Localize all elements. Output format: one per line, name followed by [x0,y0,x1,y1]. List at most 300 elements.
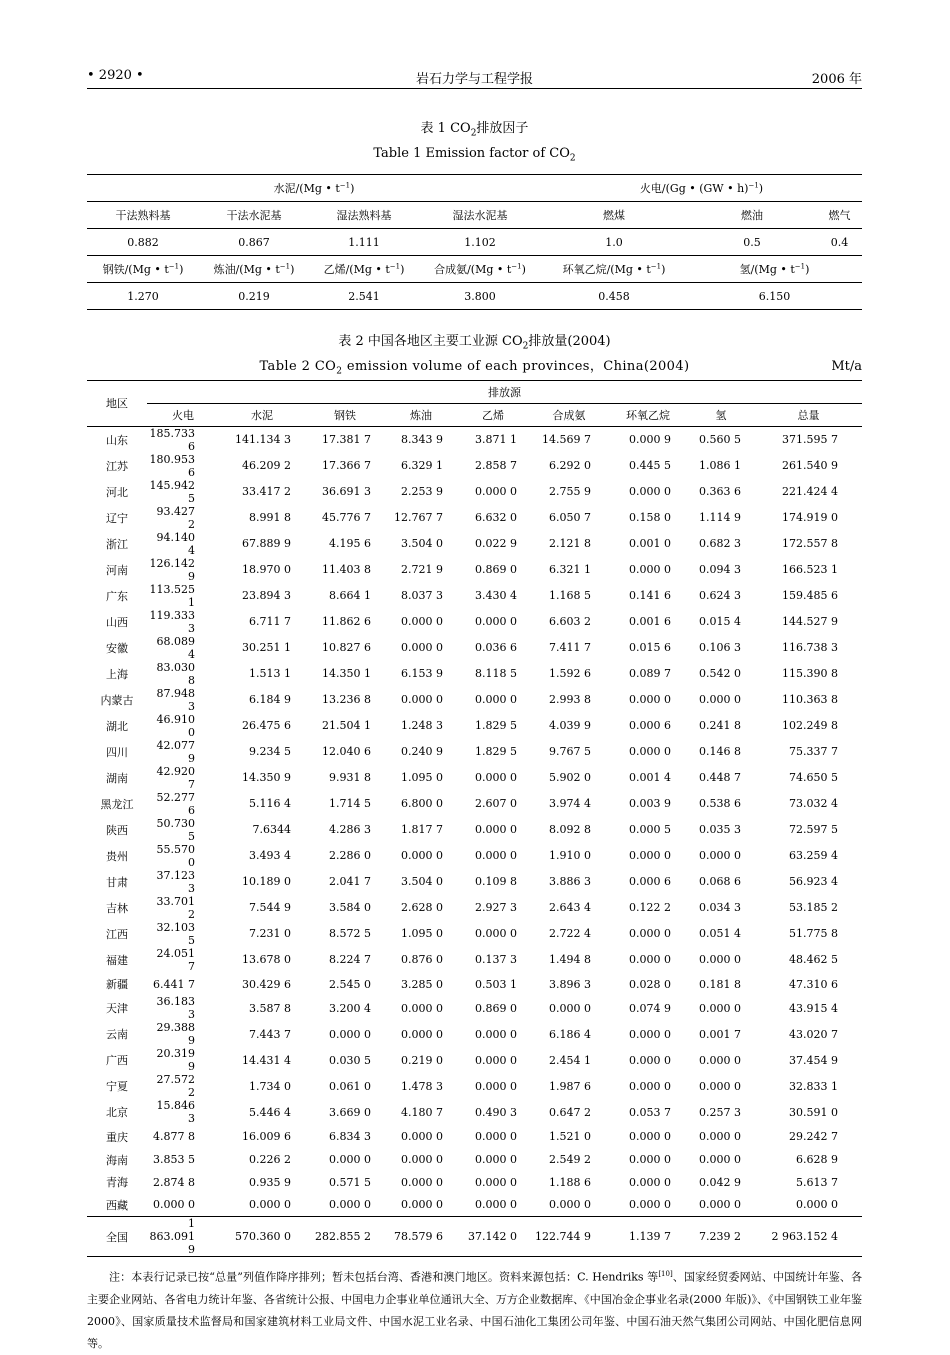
table-cell: 0.000 6 [629,875,671,889]
table-cell: 0.051 4 [699,927,741,941]
table-cell: 74.650 5 [789,771,838,785]
table-cell: 1 863.091 9 [147,1217,219,1257]
table-cell: 1.592 6 [549,667,591,681]
region-name: 吉林 [106,901,128,915]
table-cell: 53.185 2 [789,901,838,915]
table-cell: 1.513 1 [249,667,291,681]
table-cell: 21.504 1 [322,719,371,733]
table-cell: 0.000 0 [629,1027,671,1041]
table-cell: 42.920 7 [156,764,195,791]
table1-title-en: Table 1 Emission factor of $CO_2$ [373,145,576,164]
table-cell: 0.015 6 [629,641,671,655]
table2-title-en-row [87,357,862,377]
table-cell: 0.000 0 [475,1079,517,1093]
table-cell: 0.030 5 [329,1053,371,1067]
table-cell: 2.253 9 [401,485,443,499]
table-cell: 1.714 5 [329,797,371,811]
table-cell: 6.153 9 [401,667,443,681]
table-cell: 221.424 4 [782,485,838,499]
table1-col: 燃气 [817,202,862,229]
table-cell: 1.095 0 [401,771,443,785]
table-cell: 6.050 7 [549,511,591,525]
table-cell: 93.427 2 [156,504,195,531]
table-row [87,973,862,996]
table-cell: 0.000 0 [629,1053,671,1067]
table-cell: 1.478 3 [401,1079,443,1093]
table-cell: 0.000 0 [699,953,741,967]
table-cell: 12.040 6 [322,745,371,759]
table-cell: 6.441 7 [153,977,195,991]
table-cell: 8.092 8 [549,823,591,837]
table-cell: 32.833 1 [789,1079,838,1093]
table-cell: 0.001 0 [629,537,671,551]
table-cell: 26.475 6 [242,719,291,733]
table1-group-cement: 水泥/(Mg • $t^{-1}$) [87,175,541,202]
table-cell: 0.000 0 [629,1130,671,1144]
table1-value: 3.800 [419,283,541,310]
table-cell: 4.195 6 [329,537,371,551]
table-cell: 2.545 0 [329,977,371,991]
table-cell: 20.319 9 [156,1047,195,1074]
table-cell: 1.521 0 [549,1130,591,1144]
table-cell: 1.494 8 [549,953,591,967]
table-cell: 3.886 3 [549,875,591,889]
table-cell: 1.114 9 [699,511,741,525]
table-cell: 0.000 0 [475,1198,517,1212]
table-cell: 7.544 9 [249,901,291,915]
table-cell: 1.188 6 [549,1175,591,1189]
table-cell: 29.388 9 [156,1021,195,1048]
table1-col: 湿法水泥基 [419,202,541,229]
table-cell: 145.942 5 [149,478,195,505]
table1-col: 炼油/(Mg • $t^{-1}$) [199,256,309,283]
table-cell: 13.678 0 [242,953,291,967]
table-cell: 3.584 0 [329,901,371,915]
table-cell: 1.910 0 [549,849,591,863]
table-cell: 0.869 0 [475,1001,517,1015]
table-cell: 8.343 9 [401,433,443,447]
table-cell: 0.538 6 [699,797,741,811]
table-cell: 0.000 0 [699,1198,741,1212]
table-row [87,1148,862,1171]
region-name: 海南 [106,1153,128,1167]
table-cell: 56.923 4 [789,875,838,889]
table-cell: 3.974 4 [549,797,591,811]
table-cell: 0.000 0 [699,1153,741,1166]
table1-value: 1.102 [464,235,496,249]
table-cell: 0.000 0 [475,1130,517,1144]
table-cell: 3.587 8 [249,1001,291,1015]
table-cell: 0.028 0 [629,977,671,991]
table-cell: 0.000 0 [475,485,517,499]
table-cell: 0.000 0 [629,927,671,941]
table-row [87,1194,862,1217]
table-cell: 0.000 0 [401,849,443,863]
table-cell: 282.855 2 [305,1217,385,1257]
table-cell: 0.490 3 [475,1105,517,1119]
table-cell: 7.239 2 [687,1217,755,1257]
table2-col-header: 水泥 [219,403,305,426]
table2-title-en: Table 2 $CO_2$ emission volume of each provinces，China(2004) [259,358,690,377]
table2-body [87,426,862,1256]
table-cell: 0.000 0 [475,1053,517,1067]
table-cell: 37.454 9 [789,1053,838,1067]
table-cell: 45.776 7 [322,511,371,525]
table-cell: 18.970 0 [242,563,291,577]
table-cell: 0.219 0 [401,1053,443,1067]
table-cell: 1.139 7 [609,1217,687,1257]
table-cell: 7.6344 [252,823,291,837]
table2-title-cn: 表 2 中国各地区主要工业源 $CO_2$排放量(2004) [338,334,611,352]
table-cell: 0.003 9 [629,797,671,811]
table-cell: 0.000 0 [475,1027,517,1041]
table-cell: 116.738 3 [782,641,838,655]
table-cell: 3.896 3 [549,977,591,991]
region-name: 福建 [106,953,128,967]
table-cell: 0.068 6 [699,875,741,889]
table-row [87,557,862,583]
table2-source-header: 排放源 [147,380,862,403]
table-cell: 0.000 0 [329,1198,371,1212]
table-cell: 0.000 0 [475,1153,517,1166]
table-cell: 0.000 0 [629,849,671,863]
table-cell: 0.869 0 [475,563,517,577]
region-name: 浙江 [106,537,128,551]
table-cell: 14.431 4 [242,1053,291,1067]
table1-value-row [87,229,862,256]
table-cell: 3.669 0 [329,1105,371,1119]
table-cell: 3.200 4 [329,1001,371,1015]
table-row [87,1171,862,1194]
table-cell: 0.000 0 [329,1027,371,1041]
table-cell: 2.993 8 [549,693,591,707]
table-cell: 0.363 6 [699,485,741,499]
table-row [87,895,862,921]
table-cell: 0.000 0 [401,641,443,655]
table-cell: 0.445 5 [629,459,671,473]
table2-col-header: 环氧乙烷 [609,403,687,426]
table-row [87,453,862,479]
table-row [87,505,862,531]
region-name: 宁夏 [106,1080,128,1094]
table-cell: 0.240 9 [401,745,443,759]
table-cell: 6.184 9 [249,693,291,707]
table-cell: 0.000 0 [629,1175,671,1189]
table-cell: 15.846 3 [156,1099,195,1126]
table-cell: 3.493 4 [249,849,291,863]
table-cell: 6.628 9 [796,1153,838,1166]
table-cell: 67.889 9 [242,537,291,551]
table-cell: 13.236 8 [322,693,371,707]
table-cell: 2.874 8 [153,1175,195,1189]
table-cell: 0.042 9 [699,1175,741,1189]
table-cell: 8.664 1 [329,589,371,603]
region-name: 河北 [106,485,128,499]
table-cell: 0.000 0 [549,1001,591,1015]
table-row [87,609,862,635]
table-cell: 33.701 2 [156,894,195,921]
table1-col: 燃煤 [541,202,687,229]
table-cell: 141.134 3 [235,433,291,447]
table-cell: 2.121 8 [549,537,591,551]
table-cell: 0.000 0 [475,771,517,785]
region-name: 青海 [106,1176,128,1190]
table-cell: 37.123 3 [156,868,195,895]
table2-col-header: 乙烯 [457,403,529,426]
table-cell: 14.350 9 [242,771,291,785]
table-cell: 0.000 0 [475,849,517,863]
table-cell: 4.039 9 [549,719,591,733]
table-cell: 55.570 0 [156,842,195,869]
region-name: 山西 [106,615,128,629]
table-cell: 94.140 4 [156,530,195,557]
table-cell: 6.329 1 [401,459,443,473]
table-cell: 0.000 0 [629,485,671,499]
table-cell: 33.417 2 [242,485,291,499]
table-cell: 0.141 6 [629,589,671,603]
table-cell: 4.180 7 [401,1105,443,1119]
table1-value: 2.541 [309,283,419,310]
table-cell: 0.935 9 [249,1175,291,1189]
table-cell: 46.910 0 [156,712,195,739]
table-cell: 87.948 3 [156,686,195,713]
table-cell: 113.525 1 [149,582,195,609]
region-name: 甘肃 [106,875,128,889]
table1-col: 钢铁/(Mg • $t^{-1}$) [87,256,199,283]
table2-region-header: 地区 [87,380,147,426]
table-cell: 0.000 0 [401,693,443,707]
table-cell: 0.181 8 [699,977,741,991]
table-cell: 36.183 3 [156,995,195,1022]
table-cell: 0.000 0 [629,563,671,577]
table-cell: 0.448 7 [699,771,741,785]
table-row [87,1125,862,1148]
table-cell: 0.000 9 [629,433,671,447]
table-row [87,765,862,791]
table-row [87,1021,862,1047]
table-cell: 6.632 0 [475,511,517,525]
table2-col-header: 炼油 [385,403,457,426]
journal-title: 岩石力学与工程学报 [415,72,533,87]
table-cell: 1.817 7 [401,823,443,837]
table1-value: 0.219 [199,283,309,310]
table-cell: 5.116 4 [249,797,291,811]
table-cell: 0.000 0 [699,1053,741,1067]
table-cell: 570.360 0 [219,1217,305,1257]
table-cell: 8.037 3 [401,589,443,603]
table-cell: 1.829 5 [475,745,517,759]
table-cell: 0.000 0 [475,1175,517,1189]
journal-year: 2006 年 [811,72,862,87]
table-cell: 16.009 6 [242,1130,291,1144]
table-cell: 0.000 0 [401,1153,443,1166]
table1-value: 0.458 [541,283,687,310]
table-cell: 0.022 9 [475,537,517,551]
paper-page [87,66,862,1355]
table-cell: 10.189 0 [242,875,291,889]
table-cell: 43.020 7 [789,1027,838,1041]
region-name: 江西 [106,927,128,941]
table-row [87,817,862,843]
table-cell: 2.607 0 [475,797,517,811]
table-cell: 0.226 2 [249,1153,291,1166]
table-cell: 0.089 7 [629,667,671,681]
table-cell: 52.277 6 [156,790,195,817]
table-row [87,995,862,1021]
table-cell: 83.030 8 [156,660,195,687]
table2-unit: Mt/a [831,358,862,374]
table-cell: 0.624 3 [699,589,741,603]
table-row [87,479,862,505]
table-cell: 7.411 7 [549,641,591,655]
table-cell: 0.000 0 [249,1198,291,1212]
table2-col-header: 氢 [687,403,755,426]
table2-header-row-2 [87,403,862,426]
table-cell: 0.000 0 [629,1079,671,1093]
table-cell: 1.829 5 [475,719,517,733]
table-cell: 0.000 0 [629,1198,671,1212]
region-name: 安徽 [106,641,128,655]
table-cell: 2 963.152 4 [755,1217,862,1257]
table-cell: 0.000 0 [401,1198,443,1212]
table-cell: 0.000 0 [699,693,741,707]
table-cell: 0.000 0 [475,927,517,941]
table-cell: 5.446 4 [249,1105,291,1119]
table-cell: 7.443 7 [249,1027,291,1041]
table-cell: 0.571 5 [329,1175,371,1189]
table-cell: 2.858 7 [475,459,517,473]
table-cell: 50.730 5 [156,816,195,843]
table-cell: 2.721 9 [401,563,443,577]
table1-group-power: 火电/(Gg • (GW • h)$^{-1}$) [541,175,862,202]
table-cell: 2.286 0 [329,849,371,863]
table1-value: 0.882 [127,235,159,249]
region-name: 湖北 [106,719,128,733]
table1-value: 0.867 [238,235,270,249]
table-cell: 0.146 8 [699,745,741,759]
table-cell: 1.248 3 [401,719,443,733]
table-cell: 0.106 3 [699,641,741,655]
table-cell: 47.310 6 [789,977,838,991]
table-cell: 51.775 8 [789,927,838,941]
table-cell: 0.000 0 [549,1198,591,1212]
table-cell: 78.579 6 [385,1217,457,1257]
table-cell: 0.109 8 [475,875,517,889]
region-name: 江苏 [106,459,128,473]
region-name: 广东 [106,589,128,603]
table-cell: 0.682 3 [699,537,741,551]
region-name: 河南 [106,563,128,577]
table1-group-row [87,175,862,202]
table-cell: 185.733 6 [149,426,195,453]
table-cell: 0.241 8 [699,719,741,733]
table-cell: 46.209 2 [242,459,291,473]
table-cell: 102.249 8 [782,719,838,733]
table-row [87,531,862,557]
table-cell: 0.053 7 [629,1105,671,1119]
running-header [87,66,862,89]
table-cell: 17.366 7 [322,459,371,473]
table2-col-header: 钢铁 [305,403,385,426]
table-row [87,583,862,609]
table-cell: 2.041 7 [329,875,371,889]
table-row [87,635,862,661]
table1-value: 0.4 [830,235,849,249]
region-name: 湖南 [106,771,128,785]
table-cell: 8.572 5 [329,927,371,941]
table-cell: 6.603 2 [549,615,591,629]
table-cell: 10.827 6 [322,641,371,655]
page-number: • 2920 • [87,68,144,83]
table1-col: 合成氨/(Mg • $t^{-1}$) [419,256,541,283]
table-cell: 3.853 5 [153,1153,195,1166]
table1-col: 干法水泥基 [199,202,309,229]
table-cell: 0.000 0 [475,615,517,629]
table-cell: 115.390 8 [782,667,838,681]
table-cell: 0.001 7 [699,1027,741,1041]
table-cell: 0.094 3 [699,563,741,577]
table-cell: 110.363 8 [782,693,838,707]
table-row [87,426,862,453]
table-row [87,921,862,947]
region-name: 上海 [106,667,128,681]
table-cell: 7.231 0 [249,927,291,941]
table-cell: 11.862 6 [322,615,371,629]
table-cell: 0.000 0 [401,1001,443,1015]
table-cell: 0.000 0 [699,1001,741,1015]
table-cell: 119.333 3 [149,608,195,635]
table-cell: 72.597 5 [789,823,838,837]
table-cell: 0.000 0 [475,693,517,707]
table-cell: 4.286 3 [329,823,371,837]
table1-col: 乙烯/(Mg • $t^{-1}$) [309,256,419,283]
table1-col: 氢/(Mg • $t^{-1}$) [687,256,862,283]
table-cell: 5.613 7 [796,1175,838,1189]
table-cell: 6.321 1 [549,563,591,577]
table-cell: 8.118 5 [475,667,517,681]
table-cell: 2.722 4 [549,927,591,941]
table-cell: 0.000 0 [629,953,671,967]
table-cell: 30.251 1 [242,641,291,655]
table-cell: 0.061 0 [329,1079,371,1093]
region-name: 山东 [106,433,128,447]
table-cell: 36.691 3 [322,485,371,499]
table-cell: 6.834 3 [329,1130,371,1144]
table-cell: 6.292 0 [549,459,591,473]
table-cell: 0.000 0 [153,1198,195,1212]
region-name: 全国 [87,1217,147,1257]
table-cell: 23.894 3 [242,589,291,603]
region-name: 西藏 [106,1198,128,1212]
table-cell: 0.000 0 [401,1130,443,1144]
table-cell: 17.381 7 [322,433,371,447]
table-cell: 126.142 9 [149,556,195,583]
region-name: 重庆 [106,1130,128,1144]
table-cell: 180.953 6 [149,452,195,479]
table1-col-row-2 [87,256,862,283]
table1-value-row-2 [87,283,862,310]
region-name: 新疆 [106,978,128,992]
table-total-row [87,1217,862,1257]
table-cell: 261.540 9 [782,459,838,473]
table-cell: 0.000 0 [475,823,517,837]
region-name: 陕西 [106,823,128,837]
table-row [87,687,862,713]
region-name: 黑龙江 [100,797,134,811]
table-cell: 14.569 7 [542,433,591,447]
table-cell: 30.429 6 [242,977,291,991]
table-cell: 0.000 0 [699,1079,741,1093]
